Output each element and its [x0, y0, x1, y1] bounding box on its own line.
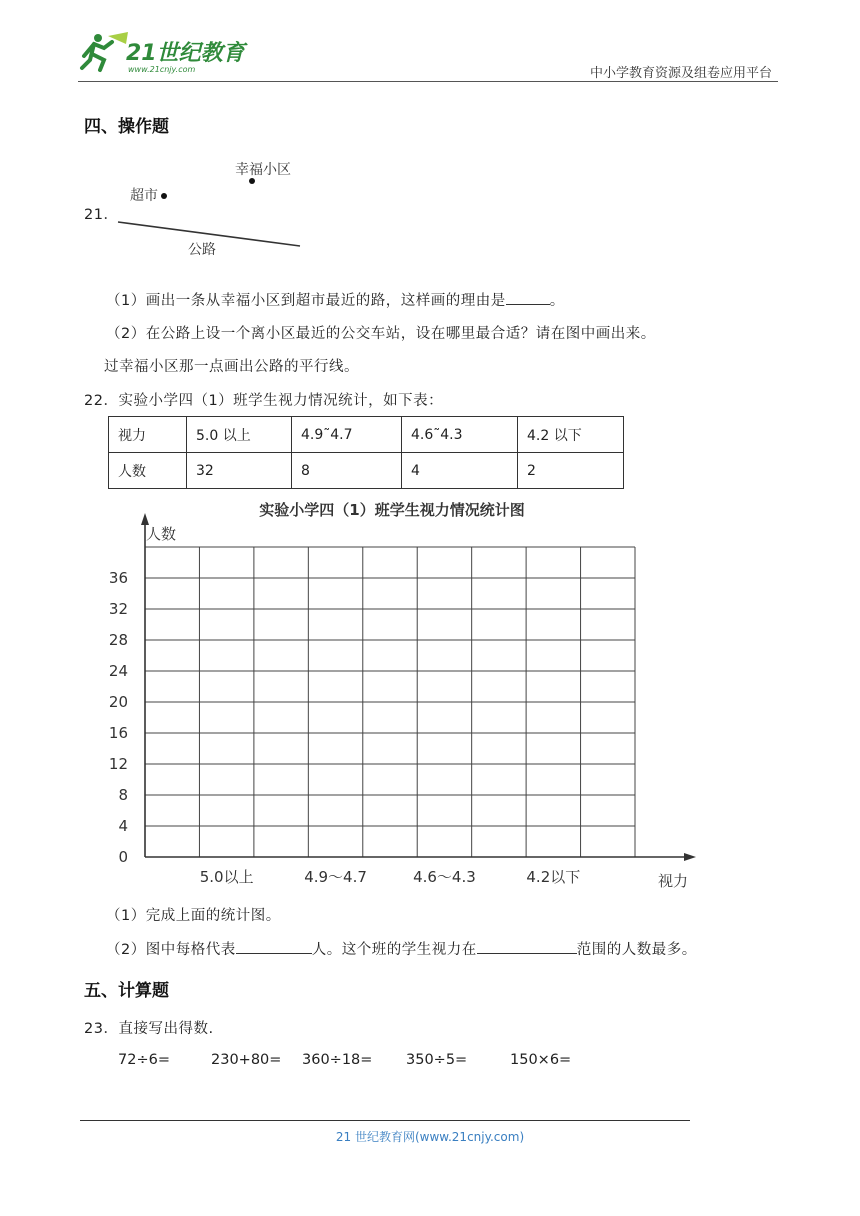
- calc-item: 360÷18=: [302, 1052, 373, 1068]
- table-cell: 4: [402, 453, 518, 489]
- x-tick-labels: [200, 868, 581, 886]
- answer-blank[interactable]: [236, 939, 312, 954]
- calc-item: 230+80=: [211, 1052, 282, 1068]
- q21-sub2: （2）在公路上设一个离小区最近的公交车站，设在哪里最合适？请在图中画出来。: [106, 326, 656, 342]
- x-tick-label: 4.9～4.7: [304, 868, 367, 886]
- calc-item: 350÷5=: [406, 1052, 468, 1068]
- vision-table: [108, 416, 624, 489]
- q21-sub3: 过幸福小区那一点画出公路的平行线。: [104, 359, 359, 375]
- q22-sub1: （1）完成上面的统计图。: [106, 908, 281, 924]
- x-tick-label: 4.6～4.3: [413, 868, 476, 886]
- y-tick-label: 36: [108, 569, 128, 587]
- x-axis-label: 视力: [658, 872, 689, 890]
- table-cell: 4.2 以下: [518, 417, 624, 453]
- y-axis-label: 人数: [146, 525, 177, 543]
- x-tick-label: 5.0以上: [199, 868, 254, 886]
- svg-text:21世纪教育: 21世纪教育: [126, 41, 245, 66]
- chart-grid: [145, 547, 635, 857]
- x-tick-label: 4.2以下: [526, 868, 581, 886]
- y-tick-label: 12: [108, 755, 128, 773]
- y-tick-label: 0: [118, 848, 128, 866]
- y-tick-label: 28: [108, 631, 128, 649]
- table-row: [109, 417, 624, 453]
- y-tick-label: 24: [108, 662, 128, 680]
- answer-blank[interactable]: [477, 939, 577, 954]
- table-row: [109, 453, 624, 489]
- section-5-title: 五、计算题: [84, 981, 169, 1001]
- community-point: [249, 178, 255, 184]
- y-tick-labels: [109, 569, 128, 866]
- q22-intro: 22．实验小学四（1）班学生视力情况统计，如下表：: [84, 393, 444, 409]
- table-cell: 8: [292, 453, 402, 489]
- x-axis-arrow: [684, 853, 696, 861]
- table-cell: 2: [518, 453, 624, 489]
- vision-bar-chart: [100, 495, 710, 900]
- table-cell: 4.9˜4.7: [292, 417, 402, 453]
- site-logo: [78, 30, 258, 78]
- y-tick-label: 32: [108, 600, 128, 618]
- table-cell: 视力: [109, 417, 187, 453]
- y-tick-label: 20: [108, 693, 128, 711]
- table-cell: 4.6˜4.3: [402, 417, 518, 453]
- section-4-title: 四、操作题: [84, 117, 169, 137]
- road-line: [118, 222, 300, 246]
- y-axis-arrow: [141, 513, 149, 525]
- runner-icon: [82, 32, 128, 70]
- q21-number: 21．: [84, 207, 119, 223]
- y-tick-label: 4: [118, 817, 128, 835]
- table-cell: 5.0 以上: [187, 417, 292, 453]
- calc-item: 72÷6=: [118, 1052, 170, 1068]
- svg-text:www.21cnjy.com: www.21cnjy.com: [128, 65, 196, 74]
- footer-divider: [80, 1120, 690, 1121]
- chart-title: 实验小学四（1）班学生视力情况统计图: [259, 501, 525, 519]
- table-cell: 32: [187, 453, 292, 489]
- y-tick-label: 8: [118, 786, 128, 804]
- table-cell: 人数: [109, 453, 187, 489]
- header-divider: [78, 81, 778, 82]
- q23-intro: 23．直接写出得数.: [84, 1021, 214, 1037]
- platform-title: 中小学教育资源及组卷应用平台: [589, 66, 772, 81]
- y-tick-label: 16: [108, 724, 128, 742]
- footer-text: 21 世纪教育网(www.21cnjy.com): [335, 1130, 525, 1144]
- supermarket-label: 超市: [130, 188, 158, 204]
- road-label: 公路: [188, 242, 216, 258]
- q22-sub2: （2）图中每格代表 人。这个班的学生视力在 范围的人数最多。: [106, 938, 697, 959]
- supermarket-point: [161, 193, 167, 199]
- q21-figure: [110, 170, 310, 260]
- q21-sub1: （1）画出一条从幸福小区到超市最近的路，这样画的理由是 。: [106, 289, 565, 310]
- community-label: 幸福小区: [235, 162, 291, 178]
- calc-item: 150×6=: [510, 1052, 572, 1068]
- answer-blank[interactable]: [506, 290, 550, 305]
